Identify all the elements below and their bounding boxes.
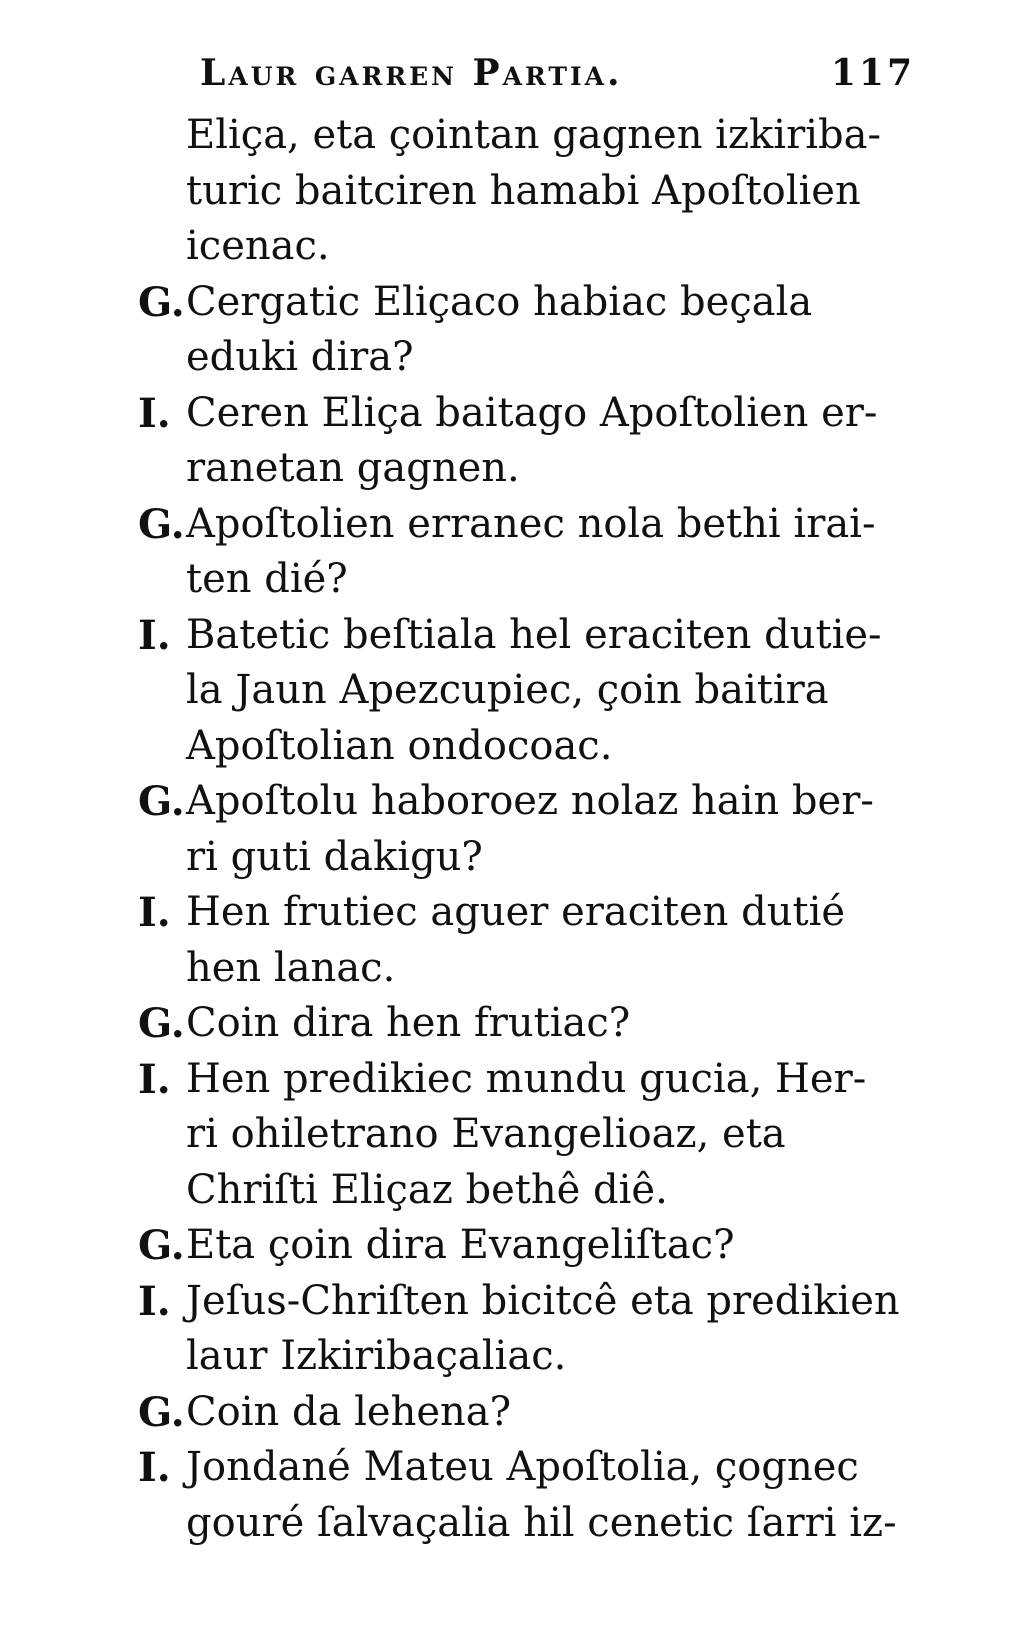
line-text: Hen predikiec mundu gucia, Her-: [186, 1055, 867, 1102]
line-text: Chriſti Eliçaz bethê diê.: [186, 1166, 668, 1213]
text-line: [130, 996, 920, 1052]
line-text: Hen frutiec aguer eraciten dutié: [186, 889, 846, 935]
text-line: [130, 774, 920, 830]
line-text: Coin dira hen frutiac?: [186, 1000, 631, 1046]
speaker-label: I.: [138, 611, 171, 659]
speaker-label: G.: [138, 778, 185, 825]
line-text: la Jaun Apezcupiec, çoin baitira: [186, 667, 829, 713]
page-number: 117: [830, 52, 915, 94]
text-line: [130, 1163, 920, 1219]
text-line: [130, 663, 920, 719]
text-line: [130, 441, 920, 497]
text-line: [130, 1385, 920, 1441]
speaker-label: I.: [138, 1055, 171, 1103]
text-line: [130, 885, 920, 941]
text-line: [130, 1274, 920, 1330]
speaker-label: I.: [138, 889, 171, 936]
line-text: Jondané Mateu Apoſtolia, çognec: [186, 1444, 859, 1490]
text-line: [130, 1329, 920, 1385]
line-text: hen lanac.: [186, 944, 396, 991]
speaker-label: G.: [138, 500, 185, 548]
running-head: [200, 52, 915, 112]
text-line: [130, 1440, 920, 1496]
text-line: [130, 941, 920, 997]
text-line: [130, 608, 920, 664]
speaker-label: G.: [138, 278, 185, 326]
running-head-title: Laur garren Partia.: [200, 52, 623, 94]
catechism-text: [130, 108, 920, 1551]
line-text: Apoſtolian ondocoac.: [186, 722, 613, 769]
line-text: Ceren Eliça baitago Apoſtolien er-: [186, 389, 878, 436]
text-line: [130, 219, 920, 275]
line-text: laur Izkiribaçaliac.: [186, 1333, 567, 1379]
text-line: [130, 1496, 920, 1552]
text-line: [130, 552, 920, 608]
text-line: [130, 275, 920, 331]
line-text: icenac.: [186, 223, 330, 269]
text-line: [130, 1218, 920, 1274]
line-text: Coin da lehena?: [186, 1388, 512, 1435]
line-text: eduki dira?: [186, 334, 414, 380]
line-text: ri guti dakigu?: [186, 833, 483, 880]
line-text: turic baitciren hamabi Apoſtolien: [186, 167, 861, 214]
text-line: [130, 330, 920, 386]
line-text: Batetic beſtiala hel eraciten dutie-: [186, 611, 882, 658]
line-text: Eliça, eta çointan gagnen izkiriba-: [186, 112, 881, 158]
speaker-label: G.: [138, 1388, 185, 1436]
text-line: [130, 164, 920, 220]
text-line: [130, 497, 920, 553]
line-text: ten dié?: [186, 556, 348, 602]
speaker-label: I.: [138, 1277, 171, 1325]
line-text: Eta çoin dira Evangeliſtac?: [186, 1222, 735, 1268]
text-line: [130, 719, 920, 775]
text-line: [130, 1107, 920, 1163]
text-line: [130, 1052, 920, 1108]
text-line: [130, 108, 920, 164]
line-text: Apoſtolu haboroez nolaz hain ber-: [186, 778, 874, 824]
speaker-label: I.: [138, 1444, 171, 1491]
speaker-label: G.: [138, 1000, 185, 1047]
line-text: Cergatic Eliçaco habiac beçala: [186, 278, 813, 325]
text-line: [130, 386, 920, 442]
line-text: Apoſtolien erranec nola bethi irai-: [186, 500, 876, 547]
line-text: ri ohiletrano Evangelioaz, eta: [186, 1111, 786, 1157]
line-text: gouré ſalvaçalia hil cenetic ſarri iz-: [186, 1499, 897, 1546]
line-text: ranetan gagnen.: [186, 445, 520, 491]
line-text: Jeſus-Chriſten bicitcê eta predikien: [186, 1277, 900, 1324]
speaker-label: I.: [138, 389, 171, 437]
text-line: [130, 830, 920, 886]
speaker-label: G.: [138, 1222, 185, 1269]
